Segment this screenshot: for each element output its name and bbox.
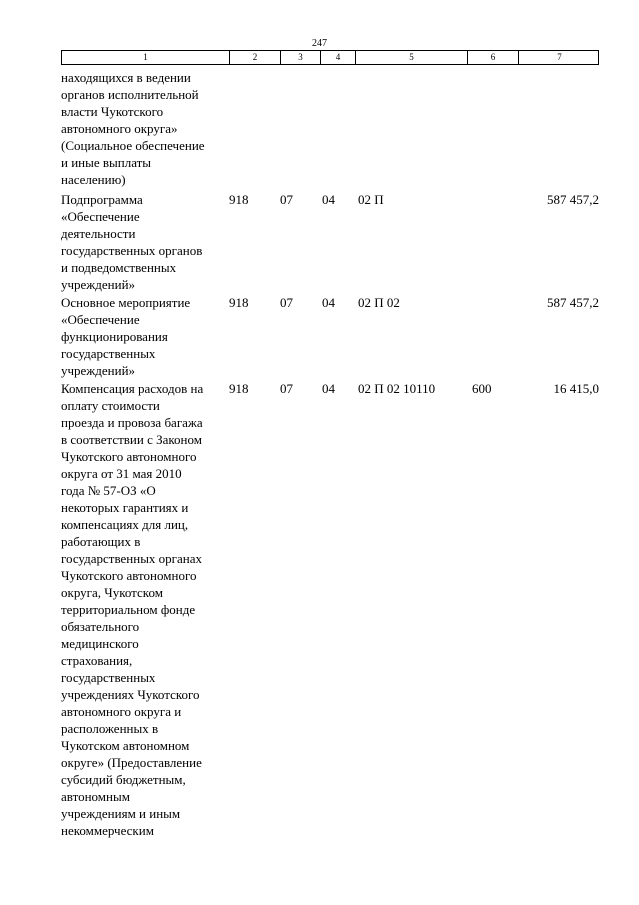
grbs-code: 918 (229, 192, 249, 207)
row-name: Подпрограмма «Обеспечение деятельности государственных органов и подведомственных учреждений» (61, 192, 203, 292)
column-header-5: 5 (356, 51, 468, 64)
section-code: 07 (280, 295, 293, 310)
target-article-code: 02 П (358, 192, 384, 207)
subsection-code: 04 (322, 295, 335, 310)
section-code: 07 (280, 381, 293, 396)
grbs-code: 918 (229, 295, 249, 310)
column-header-row (61, 50, 599, 65)
target-article-code: 02 П 02 (358, 295, 400, 310)
section-code: 07 (280, 192, 293, 207)
column-header-7: 7 (557, 52, 562, 62)
row-name: Компенсация расходов на оплату стоимости проезда и провоза багажа в соответствии с Законом Чукотского автономного округа от 31 мая 2010 года № 57-ОЗ «О некоторых гарантиях и компенсациях для лиц, работающих в государственных органах Чукотского автономного округа, Чукотском территориальном фонде обязательного медицинского страхования, государственных учреждениях Чукотского автономного округа и расположенных в Чукотском автономном округе» (Предоставление субсидий бюджетным, автономным учреждениям и иным некоммерческим (61, 381, 204, 838)
amount-value: 587 457,2 (547, 295, 599, 310)
column-header-6: 6 (468, 51, 519, 64)
expense-type-code: 600 (472, 381, 492, 396)
amount-value: 587 457,2 (547, 192, 599, 207)
row-name: находящихся в ведении органов исполнительной власти Чукотского автономного округа» (Социальное обеспечение и иные выплаты населению) (61, 70, 205, 187)
subsection-code: 04 (322, 192, 335, 207)
column-header-2: 2 (230, 51, 281, 64)
amount-value: 16 415,0 (553, 381, 599, 396)
grbs-code: 918 (229, 381, 249, 396)
target-article-code: 02 П 02 10110 (358, 381, 436, 396)
column-header-3: 3 (281, 51, 321, 64)
subsection-code: 04 (322, 381, 335, 396)
page-number: 247 (312, 38, 327, 49)
row-name: Основное мероприятие «Обеспечение функционирования государственных учреждений» (61, 295, 191, 378)
column-header-1: 1 (62, 51, 230, 64)
column-header-4: 4 (321, 51, 356, 64)
